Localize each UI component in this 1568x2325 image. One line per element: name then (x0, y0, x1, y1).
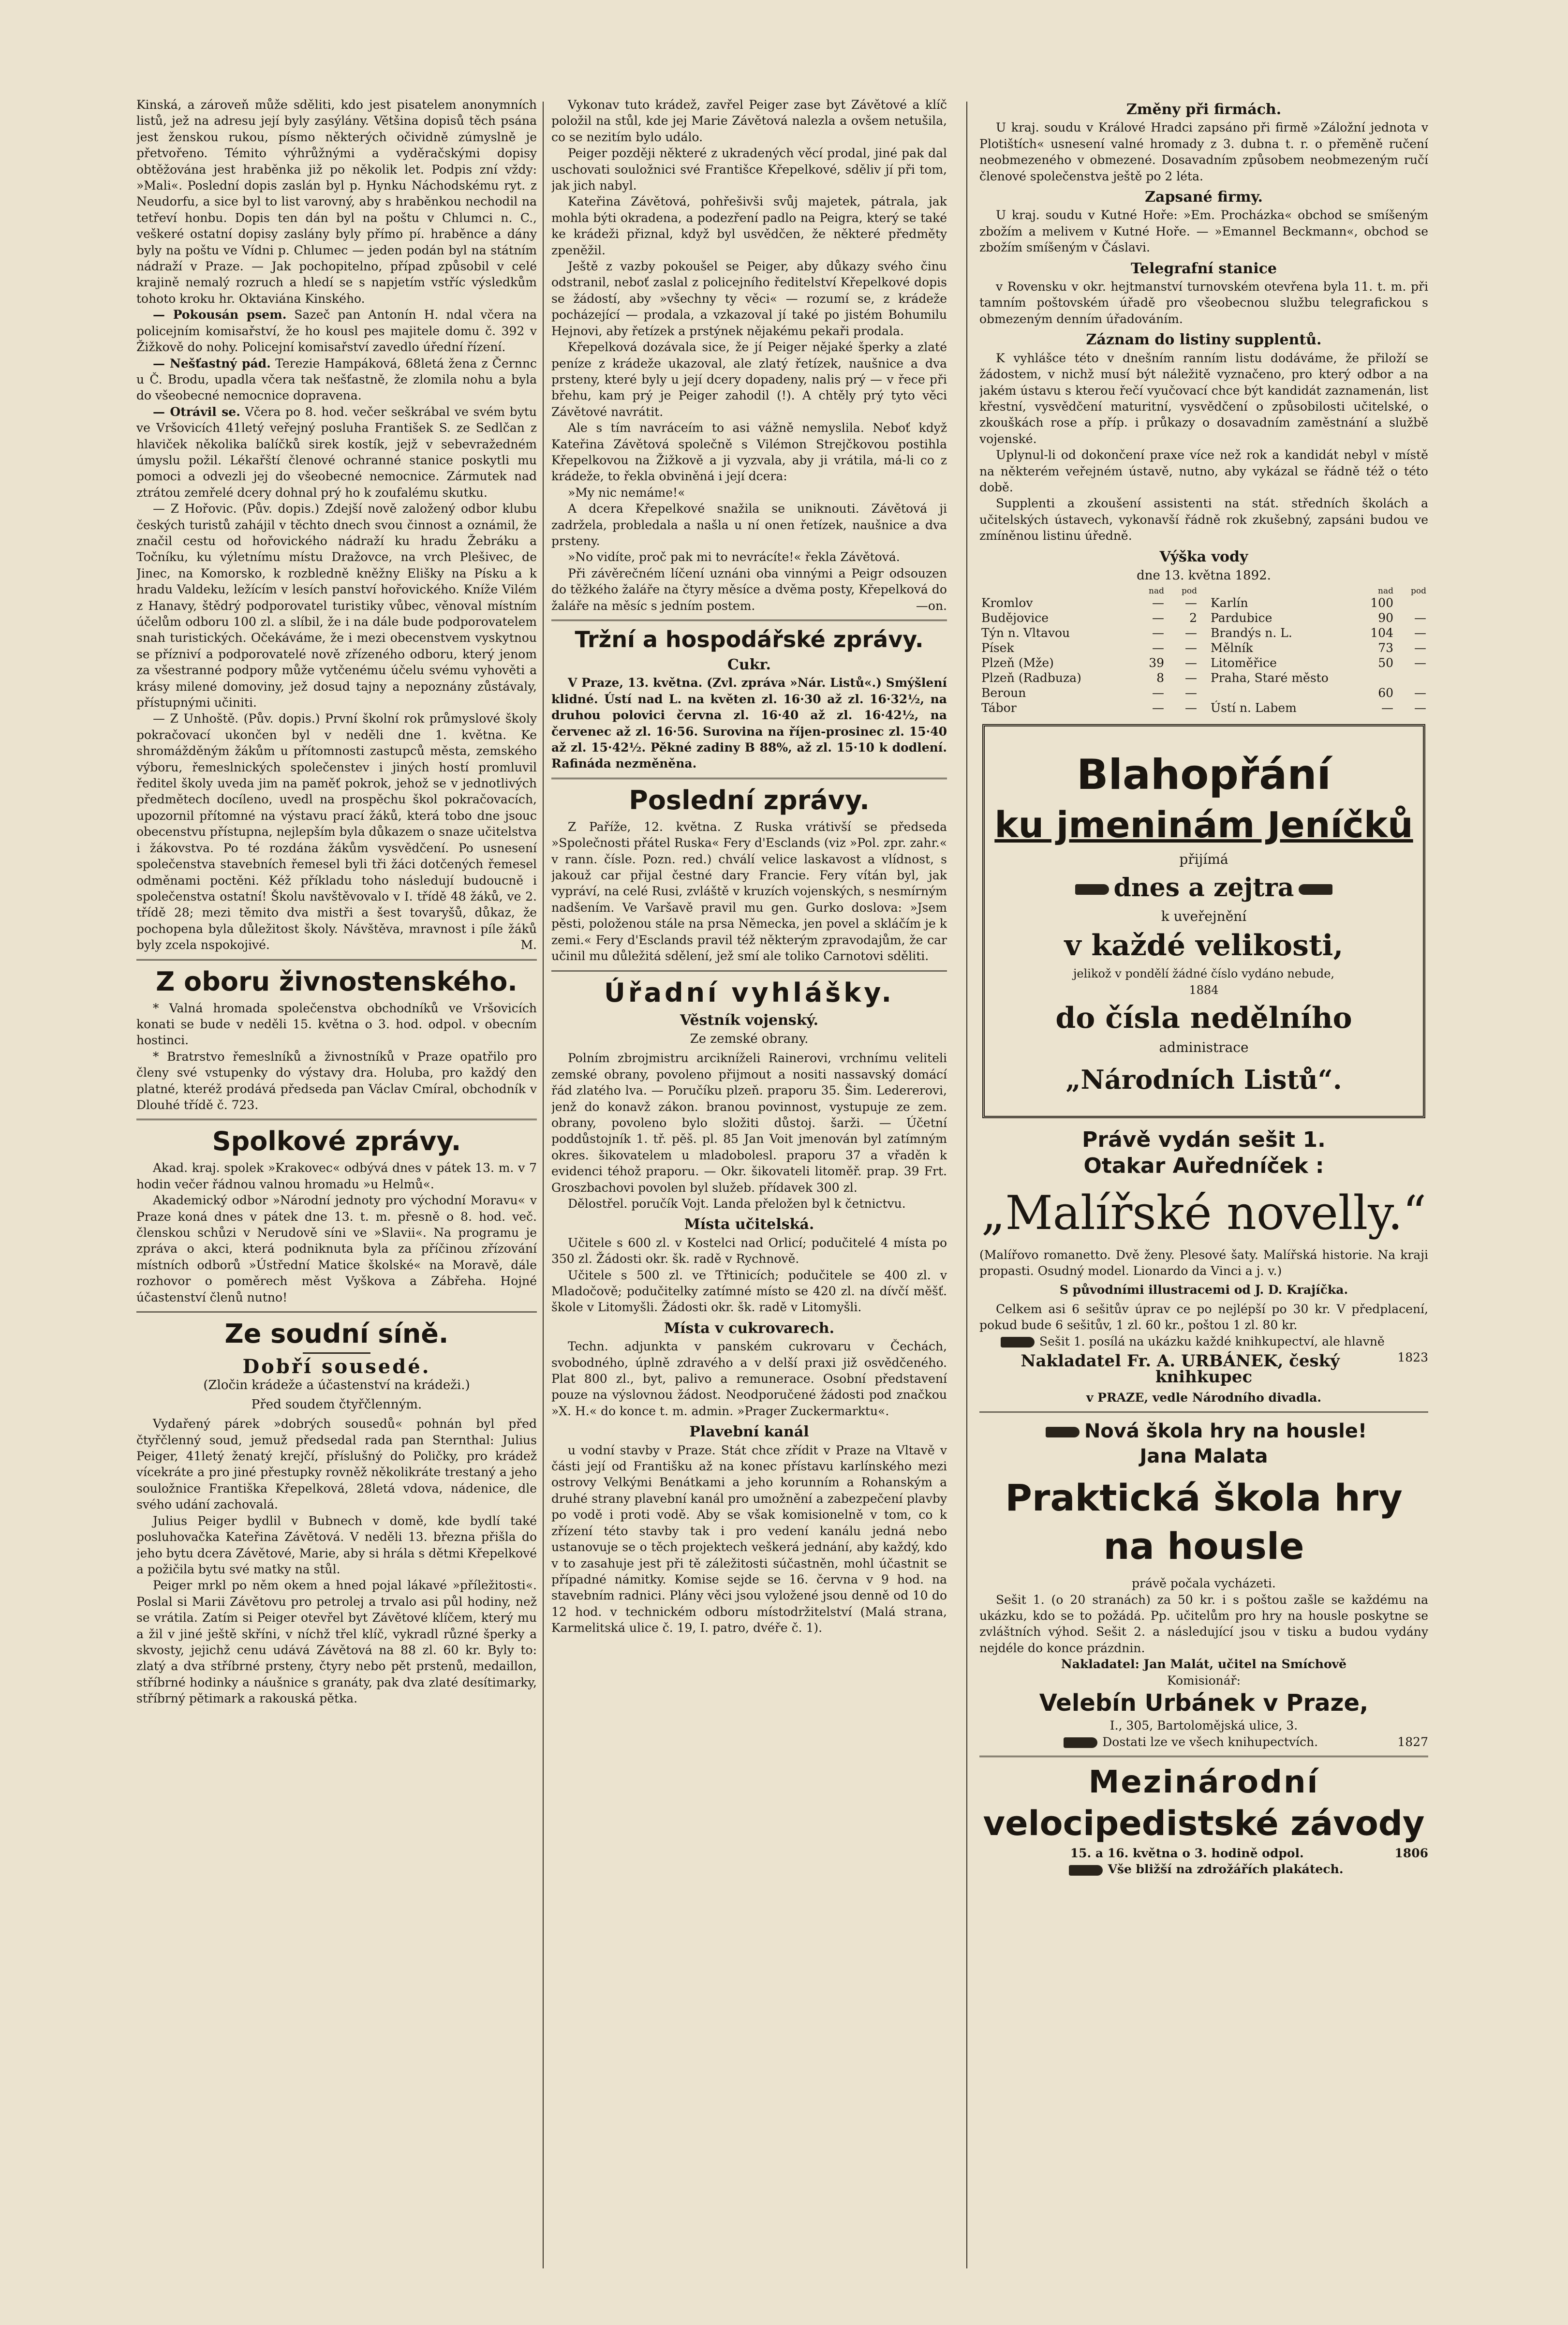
ad-publisher: Nakladatel Fr. A. URBÁNEK, český knihkupec (1021, 1351, 1340, 1387)
ad-firm: Velebín Urbánek v Praze, (1039, 1689, 1369, 1717)
ad-heading: Nová škola hry na housle! (979, 1419, 1428, 1444)
water-level-title: Výška vody (1159, 548, 1248, 565)
section-heading: Tržní a hospodářské zprávy. (575, 626, 924, 652)
water-level-row (1209, 640, 1428, 655)
article-paragraph (551, 565, 947, 614)
subsection-heading: Plavební kanál (689, 1423, 809, 1441)
subsection-heading: Věstník vojenský. (680, 1011, 819, 1029)
water-level-value: 39 (1149, 656, 1164, 670)
article-paragraph: Techn. adjunkta v panském cukrovaru v Čechách, svobodného, úplně zdravého a v delší praxi již osvědčeného. Plat 800 zl., byt, palivo a remunerace. Osobní představení pouze na výslovnou žádost. Neodporučené žádosti pod značkou »X. H.« do konce t. m. admin. »Prager Zuckermarktu«. (551, 1339, 947, 1418)
pointing-hand-icon (1075, 884, 1109, 895)
water-level-value (1395, 595, 1428, 610)
water-level-value: — (1414, 656, 1426, 670)
water-station: Mělník (1211, 641, 1253, 655)
divider (551, 970, 947, 972)
water-level-value (1395, 670, 1428, 685)
table-header: pod (1411, 586, 1426, 596)
article-paragraph: Učitele s 600 zl. v Kostelci nad Orlicí; podučitelé 4 místa po 350 zl. Žádosti okr. šk. radě v Rychnově. (551, 1235, 947, 1266)
water-level-row (979, 655, 1199, 670)
ad-address: I., 305, Bartolomějská ulice, 3. (1109, 1718, 1298, 1733)
water-level-value: — (1152, 686, 1164, 700)
pointing-hand-icon (1001, 1337, 1035, 1348)
pointing-hand-icon (1064, 1737, 1097, 1748)
ad-number: 1827 (1397, 1734, 1428, 1749)
section-heading: Spolkové zprávy. (212, 1126, 461, 1157)
article-paragraph: K vyhlášce této v dnešním ranním listu dodáváme, že přiloží se žádostem, v nichž musí být náležitě vyznačeno, pro který odbor a na jakém ústavu s kterou řečí vyučovací chce být kandidát zaznamenán, list křestní, vysvědčení maturitní, vysvědčení o způsobilosti učitelské, o zkouškách rose a příp. i průkazy o dosavadním zaměstnání a službě vojenské. (979, 351, 1428, 446)
ad-author: Otakar Auředníček : (1083, 1153, 1324, 1178)
water-station: Ústí n. Labem (1211, 701, 1297, 715)
article-paragraph: Polním zbrojmistru arcikníželi Rainerovi, vrchnímu veliteli zemské obrany, povoleno přijmout a nositi nassavský domácí řád zlatého lva. — Poručíku plzeň. praporu 35. Šim. Ledererovi, jenž do konavž zákon. branou povinnost, vystupuje ze zem. obrany, povoleno bylo složiti důstoj. šarži. — Účetní poddůstojník 1. tř. pěš. pl. 85 Jan Voit jmenován byl zatímným okres. šikovatelem u mladobolesl. praporu 37 a vřaděn k evidenci téhož praporu. — Okr. šikovateli litoměř. prap. 39 Frt. Groszbachovi povolen byl služeb. přídavek 300 zl. (551, 1051, 947, 1195)
subsection-heading: Záznam do listiny supplentů. (1086, 331, 1322, 349)
water-level-value: — (1414, 686, 1426, 700)
advertisement-greetings (982, 724, 1425, 1118)
ad-address: v PRAZE, vedle Národního divadla. (1086, 1390, 1322, 1405)
table-header: pod (1182, 586, 1197, 596)
water-level-row (979, 625, 1199, 640)
article-paragraph: Ještě z vazby pokoušel se Peiger, aby důkazy svého činu odstranil, neboť zaslal z policejního ředitelství Křepelkové dopis se žádostí, aby »všechny ty věci« — rozumí se, z krádeže pocházející — prodala, a vzkazoval jí také po jistém Bohumilu Hejnovi, aby řetízek a prstýnek nějakému pekaři prodala. (551, 259, 947, 338)
section-heading: Úřadní vyhlášky. (604, 977, 894, 1008)
ad-text: Dostati lze ve všech knihupectvích. 1827 (979, 1734, 1428, 1750)
divider (303, 1352, 370, 1354)
water-level-value: — (1414, 626, 1426, 640)
article-paragraph: Vydařený párek »dobrých sousedů« pohnán byl před čtyřčlenný soud, jemuž předsedal rada pan Sternthal: Julius Peiger, 41letý ženatý krejčí, příslušný do Poličky, pro krádež vícekráte a pro jiné přestupky rovněž několikráte trestaný a jeho souložnice Františka Křepelková, 28letá vdova, nádenice, dle svého udání zachovalá. (136, 1417, 537, 1512)
news-item (136, 404, 537, 501)
divider (136, 1311, 537, 1313)
water-station: Praha, Staré město (1211, 671, 1329, 685)
column-3 (979, 97, 1428, 2283)
table-header: nad (1378, 586, 1393, 596)
water-level-table (979, 587, 1428, 715)
ad-text: v každé velikosti, (1064, 929, 1344, 963)
water-level-value: — (1185, 686, 1197, 700)
water-level-value: 100 (1370, 596, 1393, 610)
water-table-right (1209, 587, 1428, 715)
ad-text: dnes a zejtra (993, 873, 1414, 903)
water-level-row (1209, 610, 1428, 625)
news-heading: — Otrávil se. (153, 404, 240, 419)
water-level-row (1209, 670, 1428, 685)
water-level-row (979, 700, 1199, 715)
water-level-row (979, 670, 1199, 685)
section-heading: Ze soudní síně. (224, 1318, 449, 1349)
ad-author: Jana Malata (1139, 1445, 1268, 1468)
ad-publisher: Nakladatel: Jan Malát, učitel na Smíchově (1061, 1657, 1347, 1672)
table-header: nad (1149, 586, 1164, 596)
article-paragraph: Kateřina Závětová, pohřešivši svůj majetek, pátrala, jak mohla býti okradena, a podezření padlo na Peigra, který se také ke krádeži přiznal, když byl usvědčen, že některé předměty zpeněžil. (551, 194, 947, 257)
article-paragraph: U kraj. soudu v Králové Hradci zapsáno při firmě »Záložní jednota v Plotištích« usnesení valné hromady z 3. dubna t. r. o přeměně ručení neobmezeného v obmezené. Dosavadním způsobem neobmezeným ručí členové společenstva ještě po 2 léta. (979, 120, 1428, 183)
pointing-hand-icon (1299, 884, 1332, 895)
news-text: Včera po 8. hod. večer seškrábal ve svém bytu ve Vršovicích 41letý veřejný posluha František S. ze Sedlčan z hlaviček několika balíčků sirek kostík, jejž v sebevražedném úmyslu požil. Lékařští členové ochranné stanice poskytli mu pomoci a odvezli jej do všeobecné nemocnice. Zármutek nad ztrátou zemřelé dcery dohnal prý ho k zoufalému skutku. (136, 404, 537, 500)
water-station: Pardubice (1211, 611, 1272, 625)
article-paragraph: Dělostřel. poručík Vojt. Landa přeložen byl k četnictvu. (568, 1196, 906, 1211)
news-text: Terezie Hampáková, 68letá žena z Černnc u Č. Brodu, upadla včera tak nešťastně, že zlomila nohu a byla do všeobecné nemocnice dopravena. (136, 356, 537, 403)
ad-heading: Mezinárodní (1088, 1764, 1319, 1800)
article-paragraph: U kraj. soudu v Kutné Hoře: »Em. Procházka« obchod se smíšeným zbožím a melivem v Kutné Hoře. — »Emannel Beckmann«, obchod se zbožím smíšeným v Čáslavi. (979, 208, 1428, 255)
news-heading: — Nešťastný pád. (153, 356, 271, 370)
water-level-value: — (1152, 596, 1164, 610)
water-level-value: 90 (1378, 611, 1393, 625)
subsection-heading: Místa učitelská. (684, 1216, 814, 1233)
market-report: V Praze, 13. května. (Zvl. zpráva »Nár. Listů«.) Smýšlení klidné. Ústí nad L. na květen zl. 16·30 až zl. 16·32½, na druhou polovici června zl. 16·40 až zl. 16·42½, na červenec až zl. 16·56. Surovina na říjen-prosinec zl. 15·40 až zl. 15·42½. Pěkné zadiny B 88%, až zl. 15·10 k dodlení. Rafináda nezměněna. (551, 676, 947, 771)
subsection-heading: Změny při firmách. (1126, 101, 1282, 118)
advertisement-cycling (979, 1763, 1428, 1878)
subsection-subtitle: Ze zemské obrany. (690, 1031, 809, 1046)
divider (979, 1756, 1428, 1757)
ad-text: do čísla nedělního (1055, 1001, 1352, 1036)
divider (551, 778, 947, 779)
water-level-row (979, 685, 1199, 700)
article-paragraph: Supplenti a zkoušení assistenti na stát. středních školách a učitelských ústavech, vykonavší řádně rok zkušebný, zapsáni budou ve zmíněnou listinu úředně. (979, 496, 1428, 543)
signature: M. (520, 938, 537, 952)
water-level-value: — (1152, 611, 1164, 625)
subsection-heading: Cukr. (727, 656, 771, 673)
water-level-row (1209, 625, 1428, 640)
water-level-value: — (1414, 611, 1426, 625)
column-divider (966, 102, 967, 2268)
water-level-value: 73 (1378, 641, 1393, 655)
article-text: Při závěrečném líčení uznáni oba vinnými a Peigr odsouzen do těžkého žaláře na čtyry měsíce a dvěma posty, Křepelková do žaláře na měsíc s jedním postem. (551, 566, 947, 613)
news-text: Sazeč pan Antonín H. ndal včera na policejním komisařství, že ho kousl pes majitele domu č. 392 v Žižkově do nohy. Policejní komisařství zavedlo úřední řízení. (136, 308, 537, 355)
water-level-value: — (1414, 641, 1426, 655)
advertisement-book (979, 1127, 1428, 1406)
notice: Akad. kraj. spolek »Krakovec« odbývá dnes v pátek 13. m. v 7 hodin večer řádnou valnou hromadu »u Helmů«. (136, 1161, 537, 1191)
water-level-row (1209, 655, 1428, 670)
water-station: Budějovice (981, 611, 1049, 625)
ad-text: Sešit 1. (o 20 stranách) za 50 kr. i s poštou zašle se každému na ukázku, kdo se to požádá. Pp. učitelům pro hry na housle poskytne se zvláštních výhod. Sešit 2. a následující jsou v tisku a budou vydány nejdéle do konce prázdnin. (979, 1592, 1428, 1655)
water-level-row (1209, 595, 1428, 610)
news-item: — Z Hořovic. (Pův. dopis.) Zdejší nově založený odbor klubu českých turistů zahájil v těchto dnech svou činnost a oznámil, že značil cestu od hořovického nádraží ku hradu Žebráku a Točníku, ku výletnímu místu Dražovce, na vrch Plešivec, de Jinec, na Komorsko, k rozbledně kněžny Elišky na Písku a k hradu Valdeku, ležícím v lesích panství hořovického. Kníže Vilém z Hanavy, štědrý podporovatel turistiky vůbec, věnoval místním účelům odboru 100 zl. a slíbil, že i na dále bude podporovatelem snah turistických. Očekáváme, že i mezi obecenstvem vyskytnou se přízniví a podporovatelé nově zřízeného odboru, který jenom za všestranné podpory může vytčenému účelu svému vyhověti a krásy milené domoviny, jež dosud tajny a nepoznány zůstávaly, přístupnými učiniti. (136, 502, 537, 710)
water-station: Týn n. Vltavou (981, 626, 1070, 640)
water-table-left (979, 587, 1199, 715)
article-paragraph: Učitele s 500 zl. ve Třtinicích; podučitele se 400 zl. v Mladočově; podučitelky zatímné místo se 420 zl. na dívčí měšť. škole v Litomyšli. Žádosti okr. šk. radě v Litomyšli. (551, 1268, 947, 1315)
water-station (1209, 685, 1362, 700)
ad-text: právě počala vycházeti. (1132, 1576, 1276, 1591)
water-level-row (1209, 700, 1428, 715)
water-level-value: — (1185, 596, 1197, 610)
water-level-value: 50 (1378, 656, 1393, 670)
column-1 (136, 97, 537, 2283)
column-2 (551, 97, 947, 2283)
article-paragraph: Ale s tím navráceím to asi vážně nemyslila. Neboť když Kateřina Závětová společně s Vilémon Strejčkovou postihla Křepelkovou na Žižkově a ji vyzvala, aby ji vrátila, má-li co z krádeže, to řekla obviněná i její dcera: (551, 421, 947, 484)
article-title: Dobří sousedé. (242, 1355, 431, 1378)
ad-heading: ku jmeninám Jeníčků (994, 804, 1413, 846)
ad-heading: Právě vydán sešit 1. (1082, 1127, 1326, 1152)
ad-number: 1806 (1394, 1846, 1428, 1860)
notice: * Bratrstvo řemeslníků a živnostníků v Praze opatřilo pro členy své vstupenky do výstavy dra. Holuba, pro každý den platné, kteréž prodává předseda pan Václav Cmíral, obchodník v Dlouhé třídě č. 723. (136, 1049, 537, 1112)
water-level-value: 60 (1378, 686, 1393, 700)
pointing-hand-icon (1069, 1865, 1103, 1876)
ad-title: „Malířské novelly.“ (981, 1185, 1427, 1240)
water-level-value: — (1152, 626, 1164, 640)
ad-number: 1823 (1397, 1350, 1428, 1365)
article-subtitle: Před soudem čtyřčlenným. (251, 1397, 422, 1412)
ad-heading: Blahopřání (1076, 751, 1331, 800)
water-level-value: — (1185, 641, 1197, 655)
ad-title: Praktická škola hry na housle (1005, 1476, 1403, 1568)
ad-text: „Národních Listů“. (1065, 1064, 1342, 1095)
article-paragraph: Z Paříže, 12. května. Z Ruska vrátivší se předseda »Společnosti přátel Ruska« Fery d'Esclands (viz »Pol. zpr. zahr.« v rann. čísle. Pozn. red.) chválí velice laskavost a vlídnost, s jakouž car přijal čestné dary Francie. Fery vítán byl, jak vypráví, na celé Rusi, zvláště v kruzích vojenských, s nesmírným nadšením. Ve Varšavě pravil mu gen. Gurko doslova: »Jsem pěsti, položenou stále na prsa Německa, jen povel a skláčím je k zemi.« Fery d'Esclands pravil též některým zpravodajům, že car učinil mu důležitá sdělení, jež smí ale toliko Carnotovi sděliti. (551, 819, 947, 963)
water-level-value: 104 (1370, 626, 1393, 640)
column-divider (543, 102, 544, 2268)
article-paragraph: Uplynul-li od dokončení praxe více než rok a kandidát nebyl v místě na některém veřejném ústavě, nutno, aby vykázal se řádně též o této době. (979, 448, 1428, 494)
subsection-heading: Zapsané firmy. (1145, 189, 1263, 206)
notice: * Valná hromada společenstva obchodníků ve Vršovicích konati se bude v neděli 15. května o 3. hod. odpol. v obecním hostinci. (136, 1001, 537, 1048)
news-item (136, 307, 537, 355)
ad-text: (Malířovo romanetto. Dvě ženy. Plesové šaty. Malířská historie. Na kraji propasti. Osudný model. Lionardo da Vinci a j. v.) (979, 1247, 1428, 1278)
advertisement-violin-school (979, 1419, 1428, 1750)
ad-text: jelikož v pondělí žádné číslo vydáno nebude, (1073, 967, 1335, 981)
water-station: Písek (981, 641, 1014, 655)
ad-text: přijímá (1179, 851, 1228, 868)
water-level-value: — (1185, 626, 1197, 640)
article-paragraph: A dcera Křepelkové snažila se uniknouti. Závětová ji zadržela, probledala a našla u ní onen řetízek, naušnice a dva prsteny. (551, 502, 947, 548)
divider (551, 620, 947, 621)
ad-heading: velocipedistské závody (983, 1803, 1425, 1843)
ad-number: 1884 (1189, 983, 1219, 997)
water-level-value: — (1185, 656, 1197, 670)
subsection-heading: Telegrafní stanice (1131, 260, 1277, 277)
article-paragraph: u vodní stavby v Praze. Stát chce zřídit v Praze na Vltavě v části její od Františku až na konec přístavu karlínského mezi ostrovy Velkými Benátkami a jeho korunním a Rohanským a druhé strany plavební kanál pro umožnění a zabezpečení plavby po vodě i proti vodě. Aby se však komisionelně v tom, co k zřízení této stavby tak i pro vedení kanálu jedná nebo ustanovuje se o těch projektech veškerá jednání, aby každý, kdo v to zasahuje jest při tě záležitosti súčastněn, mohl účastnit se případné námitky. Komise sejde se 16. června v 9 hod. na stavebním radnici. Plány věci jsou vyložené jsou denně od 10 do 12 hod. v technickém odboru místodržitelství (Malá strana, Karmelitská ulice č. 19, I. patro, dvéře č. 1). (551, 1443, 947, 1635)
subsection-heading: Místa v cukrovarech. (664, 1319, 835, 1337)
ad-text: Sešit 1. posílá na ukázku každé knihkupectví, ale hlavně 1823 (979, 1333, 1428, 1349)
water-station: Brandýs n. L. (1211, 626, 1292, 640)
article-paragraph: Kinská, a zároveň může sděliti, kdo jest pisatelem anonymních listů, jež na adresu její byly zasýlány. Většina dopisů těch psána jest ženskou rukou, písmo některých očividně zúmyslně je přetvořeno. Témito výhrůžnými a vyděračskými dopisy obtěžována jest hraběnka již po několik let. Podpis zní vždy: »Mali«. Poslední dopis zaslán byl p. Hynku Náchodskému ryt. z Neudorfu, a sice byl to list varovný, aby s hraběnkou nechodil na tetřeví honbu. Dopis ten dán byl na poštu v Chlumci n. C., veškeré ostatní dopisy zaslány byly přímo pí. hraběnce a dány byly na poštu ve Vídni p. Chlumec — jeden podán byl na státním nádraží v Praze. — Jak pochopitelno, případ způsobil v celé krajině nemalý rozruch a hledí se s napjetím vstříc výsledkům tohoto kroku hr. Oktaviána Kinského. (136, 98, 537, 306)
news-text: — Z Unhoště. (Pův. dopis.) První školní rok průmyslové školy pokračovací ukončen byl v neděli dne 1. května. Ke shromážděným žákům u přítomnosti zastupců města, zemského výboru, řemeslnických společenstev i jiných hostí promluvil ředitel školy uveda jim na paměť pokrok, jehož se v jednotlivých předmětech docíleno, uvedl na prospěchu škol pokračovacích, upozornil přítomné na výstavu prací žáků, která tobo dne jsouc obecenstvu přístupna, nejlepším byla důkazem o snaze učitelstva i žákovstva. Po té rozdána žákům vysvědčení. Po usnesení společenstva stavebních řemesel byli tři žáci dotčených řemesel odměnami poctěni. Kéž příkladu toho následují budoucně i společenstva ostatní! Školu navštěvovalo v I. třídě 48 žáků, ve 2. třídě 28; mezi těmito dva mistři a šest tovaryšů, důkaz, že pochopena byla důležitost školy. Návštěva, mravnost i píle žáků byly zcela nspokojivé. (136, 711, 537, 952)
divider (136, 1119, 537, 1120)
news-heading: — Pokousán psem. (153, 308, 287, 322)
article-paragraph: Peiger později některé z ukradených věcí prodal, jiné pak dal uschovati souložnici své Františce Křepelkové, sděliv jí při tom, jak jich nabyl. (551, 146, 947, 193)
ad-text: Vše bližší na zdrožářích plakátech. (979, 1861, 1428, 1877)
water-level-row (1209, 685, 1428, 700)
ad-text: Komisionář: (1167, 1673, 1241, 1688)
divider (979, 1411, 1428, 1413)
notice: Akademický odbor »Národní jednoty pro východní Moravu« v Praze koná dnes v pátek dne 13. t. m. přesně o 8. hod. več. členskou schůzi v Nerudově síni ve »Slavii«. Na programu je zpráva o akci, která podniknuta byla za příčinou zřízování místních odborů »Ústřední Matice školské« na Moravě, dále rozhovor o poměrech měst Vyškova a Zábřeha. Hojné účastenství členů nutno! (136, 1193, 537, 1304)
water-level-value: — (1152, 641, 1164, 655)
water-level-value: — (1414, 701, 1426, 715)
water-station: Plzeň (Radbuza) (981, 671, 1081, 685)
water-level-value: — (1381, 701, 1393, 715)
water-level-value: 2 (1189, 611, 1197, 625)
article-paragraph: »My nic nemáme!« (568, 485, 685, 500)
water-station: Tábor (981, 701, 1017, 715)
pointing-hand-icon (1046, 1427, 1080, 1437)
water-station: Karlín (1211, 596, 1248, 610)
ad-text: k uveřejnění (1161, 908, 1247, 924)
water-station: Kromlov (981, 596, 1033, 610)
article-paragraph: Peiger mrkl po něm okem a hned pojal lákavé »příležitosti«. Poslal si Marii Závětovu pro petrolej a trvalo asi půl hodiny, než se vrátila. Zatím si Peiger otevřel byt Závětové klíčem, který mu a žil v jiné ještě skříni, v níchž třel klíč, vykradl různé šperky a skvosty, jejichž cenu udává Závětová na 88 zl. 60 kr. Byly to: zlatý a dva stříbrné prsteny, čtyry nebo pět prstenů, medaillon, stříbrné hodinky a náušnice s granáty, pak dva zlaté desítimarky, stříbrný pětimark a rakouská pětka. (136, 1578, 537, 1706)
article-paragraph: Křepelková dozávala sice, že jí Peiger nějaké šperky a zlaté peníze z krádeže ukazoval, ale zlatý řetízek, naušnice a dva prsteny, které byly u její dcery dopadeny, nalis prý — v řece při břehu, kam prý je Peiger zahodil (!). A chtěly prý tyto věci Závětové navrátit. (551, 340, 947, 419)
ad-text: administrace (1159, 1039, 1249, 1056)
article-paragraph: Julius Peiger bydlil v Bubnech v domě, kde bydlí také posluhovačka Kateřina Závětová. V neděli 13. března přišla do jeho bytu dcera Závětové, Marie, aby si hrála s dětmi Křepelkové a požičila bytu své matky na stůl. (136, 1513, 537, 1576)
water-level-date: dne 13. května 1892. (1137, 568, 1271, 583)
water-level-row (979, 640, 1199, 655)
water-station: Litoměřice (1211, 656, 1277, 670)
water-level-value: — (1185, 671, 1197, 685)
article-subtitle: (Zločin krádeže a účastenství na krádeži.) (203, 1378, 470, 1393)
article-paragraph: Vykonav tuto krádež, zavřel Peiger zase byt Závětové a klíč položil na stůl, kde jej Marie Závětová nalezla a ovšem netušila, co se nezitím bylo událo. (551, 98, 947, 144)
section-heading: Z oboru živnostenského. (156, 966, 518, 997)
water-station: Plzeň (Mže) (981, 656, 1054, 670)
section-heading: Poslední zprávy. (629, 785, 870, 815)
article-paragraph: v Rovensku v okr. hejtmanství turnovském otevřena byla 11. t. m. při tamním poštovském úřadě pro všeobecnou službu telegrafickou s obmezeným denním úřadováním. (979, 280, 1428, 326)
signature: —on. (916, 598, 947, 613)
article-paragraph: »No vidíte, proč pak mi to nevrácíte!« řekla Závětová. (568, 550, 900, 564)
ad-text: Celkem asi 6 sešitův úprav ce po nejlépší po 30 kr. V předplacení, pokud bude 6 sešitův, 1 zl. 60 kr., poštou 1 zl. 80 kr. (979, 1302, 1428, 1333)
water-level-value: 8 (1156, 671, 1164, 685)
water-level-row (979, 595, 1199, 610)
ad-text: 15. a 16. května o 3. hodině odpol. 1806 (979, 1845, 1428, 1861)
water-level-value: — (1185, 701, 1197, 715)
water-station: Beroun (981, 686, 1026, 700)
news-item (136, 711, 537, 953)
ad-text: S původními illustracemi od J. D. Krajíčka. (1059, 1283, 1348, 1297)
divider (136, 959, 537, 961)
water-level-value: — (1152, 701, 1164, 715)
news-item (136, 355, 537, 404)
water-level-row (979, 610, 1199, 625)
water-level-value (1362, 670, 1395, 685)
